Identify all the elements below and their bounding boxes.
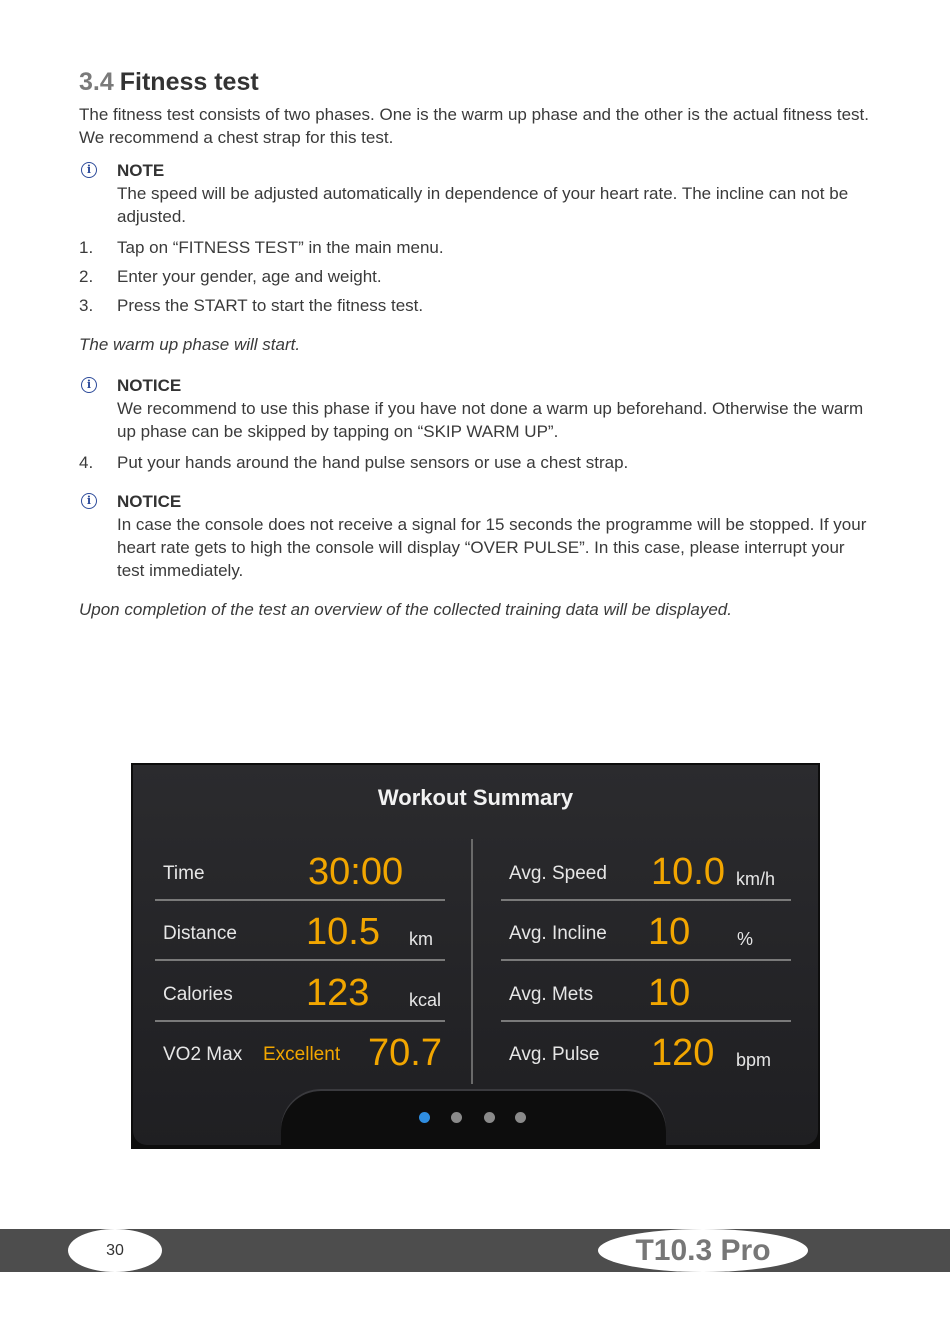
stat-row-time <box>155 843 445 901</box>
step-item <box>79 265 873 288</box>
summary-title: Workout Summary <box>377 785 574 810</box>
step-item <box>79 294 873 317</box>
info-icon: i <box>81 162 97 178</box>
notice-heading: NOTICE <box>117 492 182 511</box>
notice-heading: NOTICE <box>117 376 182 395</box>
page-dot[interactable] <box>451 1112 462 1123</box>
column-divider <box>471 839 473 1084</box>
step-text: Tap on “FITNESS TEST” in the main menu. <box>117 238 444 257</box>
stat-unit: bpm <box>736 1050 772 1070</box>
stat-row-vo2max <box>155 1024 445 1082</box>
step-item <box>79 236 873 259</box>
section-heading <box>79 68 873 97</box>
info-icon: i <box>81 377 97 393</box>
row-divider <box>501 959 791 961</box>
stat-label: Distance <box>163 923 237 944</box>
stat-label: Avg. Speed <box>509 863 607 884</box>
model-name: T10.3 Pro <box>598 1229 808 1272</box>
step-number: 3. <box>79 296 94 315</box>
stat-value: 10.5 <box>306 911 380 953</box>
stat-value: 10.0 <box>651 851 725 893</box>
notice-block <box>79 490 873 582</box>
stat-rating: Excellent <box>263 1044 341 1065</box>
step-text: Enter your gender, age and weight. <box>117 267 382 286</box>
page-number: 30 <box>68 1229 162 1272</box>
notice-block <box>79 374 873 443</box>
row-divider <box>155 1020 445 1022</box>
completion-italic: Upon completion of the test an overview of the collected training data will be displayed. <box>79 600 732 619</box>
row-divider <box>155 959 445 961</box>
note-text: The speed will be adjusted automatically in dependence of your heart rate. The incline can not be adjusted. <box>117 184 849 226</box>
stat-value: 123 <box>306 972 370 1014</box>
stat-unit: kcal <box>409 990 442 1010</box>
stat-value: 10 <box>648 911 691 953</box>
notice-text: In case the console does not receive a signal for 15 seconds the programme will be stopped. If your heart rate gets to high the console will display “OVER PULSE”. In this case, please interrupt your test immediately. <box>117 515 867 580</box>
note-block <box>79 159 873 228</box>
step-text: Press the START to start the fitness test. <box>117 296 424 315</box>
info-icon: i <box>81 493 97 509</box>
stat-label: Avg. Incline <box>509 923 607 944</box>
stat-value: 30:00 <box>308 851 404 893</box>
step-item <box>79 451 873 474</box>
stat-label: Avg. Mets <box>509 984 594 1005</box>
stat-row-avg-mets <box>501 964 791 1022</box>
stat-label: Avg. Pulse <box>509 1044 600 1065</box>
stat-row-avg-speed <box>501 843 791 901</box>
stat-row-calories <box>155 964 445 1022</box>
row-divider <box>155 899 445 901</box>
section-title: Fitness test <box>119 68 259 96</box>
stat-label: Time <box>163 863 205 884</box>
page-dot[interactable] <box>515 1112 526 1123</box>
stat-row-distance <box>155 903 445 961</box>
section-number: 3.4 <box>79 68 114 96</box>
step-number: 4. <box>79 453 94 472</box>
workout-summary-screen <box>131 763 820 1149</box>
stat-row-avg-pulse <box>501 1024 791 1082</box>
page-dot[interactable] <box>419 1112 430 1123</box>
page-dot[interactable] <box>484 1112 495 1123</box>
step-text: Put your hands around the hand pulse sensors or use a chest strap. <box>117 453 629 472</box>
step-number: 1. <box>79 238 94 257</box>
stat-unit: km/h <box>736 869 776 889</box>
intro-paragraph: The fitness test consists of two phases. One is the warm up phase and the other is the actual fitness test. We recommend a chest strap for this test. <box>79 105 869 147</box>
stat-value: 120 <box>651 1032 715 1074</box>
step-number: 2. <box>79 267 94 286</box>
panel-bottom-cutout <box>281 1091 666 1149</box>
stat-value: 70.7 <box>368 1032 442 1074</box>
row-divider <box>501 1020 791 1022</box>
stat-row-avg-incline <box>501 903 791 961</box>
note-heading: NOTE <box>117 161 165 180</box>
stat-unit: km <box>409 929 433 949</box>
stat-unit: % <box>737 929 754 949</box>
row-divider <box>501 899 791 901</box>
warmup-italic: The warm up phase will start. <box>79 335 301 354</box>
stat-value: 10 <box>648 972 691 1014</box>
manual-content <box>79 68 873 621</box>
stat-label: VO2 Max <box>163 1044 243 1065</box>
notice-text: We recommend to use this phase if you have not done a warm up beforehand. Otherwise the warm up phase can be skipped by tapping on “SKIP WARM UP”. <box>117 399 864 441</box>
stat-label: Calories <box>163 984 233 1005</box>
